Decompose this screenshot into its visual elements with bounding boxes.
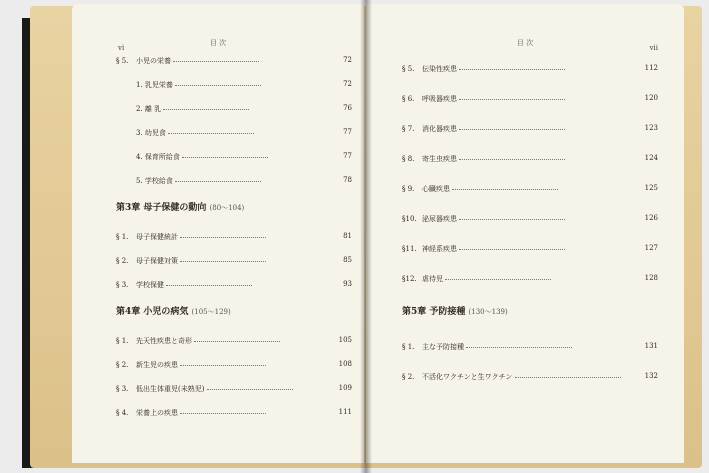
toc-entry bbox=[402, 372, 658, 382]
section-title: 先天性疾患と奇形 bbox=[136, 337, 192, 345]
section-title: 母子保健対策 bbox=[136, 257, 178, 265]
section-title: 小児の栄養 bbox=[136, 57, 171, 65]
leader-dots bbox=[459, 219, 565, 220]
leader-dots bbox=[194, 341, 280, 342]
chapter-title: 第5章 予防接種 bbox=[402, 307, 466, 317]
leader-dots bbox=[180, 237, 266, 238]
toc-entry bbox=[402, 244, 658, 254]
page-number: 120 bbox=[644, 94, 658, 102]
page-number: 123 bbox=[644, 124, 658, 132]
toc-entry bbox=[402, 214, 658, 224]
section-title: 学校保健 bbox=[136, 281, 164, 289]
section-title: 3. 幼児食 bbox=[136, 129, 166, 137]
toc-entry bbox=[116, 256, 352, 266]
toc-entry bbox=[116, 104, 352, 114]
section-title: 低出生体重児(未熟児) bbox=[136, 385, 205, 393]
leader-dots bbox=[459, 69, 565, 70]
toc-entry bbox=[116, 176, 352, 186]
toc-entry bbox=[402, 64, 658, 74]
leader-dots bbox=[466, 347, 572, 348]
left-page bbox=[72, 4, 364, 463]
toc-entry bbox=[116, 280, 352, 290]
section-number: § 9. bbox=[402, 185, 415, 193]
toc-entry bbox=[116, 384, 352, 394]
section-number: § 5. bbox=[116, 57, 129, 65]
toc-entry bbox=[116, 152, 352, 162]
leader-dots bbox=[182, 157, 268, 158]
section-title: 1. 乳児栄養 bbox=[136, 81, 173, 89]
chapter-page-range: (130〜139) bbox=[468, 308, 508, 316]
section-number: § 5. bbox=[402, 65, 415, 73]
leader-dots bbox=[515, 377, 621, 378]
page-number: 93 bbox=[343, 280, 352, 288]
toc-entry bbox=[402, 94, 658, 104]
section-number: § 2. bbox=[402, 373, 415, 381]
section-title: 母子保健統計 bbox=[136, 233, 178, 241]
section-title: 主な予防接種 bbox=[422, 343, 464, 351]
page-number: 124 bbox=[644, 154, 658, 162]
leader-dots bbox=[459, 99, 565, 100]
section-title: 栄養上の疾患 bbox=[136, 409, 178, 417]
leader-dots bbox=[180, 413, 266, 414]
page-number: 72 bbox=[343, 56, 352, 64]
section-number: §11. bbox=[402, 245, 417, 253]
page-number: 131 bbox=[644, 342, 658, 350]
page-number: 127 bbox=[644, 244, 658, 252]
section-title: 神経系疾患 bbox=[422, 245, 457, 253]
right-page bbox=[366, 4, 684, 463]
page-number: 77 bbox=[343, 128, 352, 136]
page-number: 125 bbox=[644, 184, 658, 192]
section-number: § 1. bbox=[402, 343, 415, 351]
page-number: 108 bbox=[338, 360, 352, 368]
page-number: 76 bbox=[343, 104, 352, 112]
chapter-heading bbox=[402, 304, 658, 316]
section-number: § 8. bbox=[402, 155, 415, 163]
toc-entry bbox=[116, 232, 352, 242]
section-title: 新生児の疾患 bbox=[136, 361, 178, 369]
section-title: 虐待児 bbox=[422, 275, 443, 283]
leader-dots bbox=[207, 389, 293, 390]
section-number: § 3. bbox=[116, 281, 129, 289]
page-number: 77 bbox=[343, 152, 352, 160]
leader-dots bbox=[163, 109, 249, 110]
leader-dots bbox=[175, 85, 261, 86]
page-number: 112 bbox=[644, 64, 658, 72]
leader-dots bbox=[445, 279, 551, 280]
leader-dots bbox=[180, 261, 266, 262]
section-number: §10. bbox=[402, 215, 417, 223]
left-page-number: vi bbox=[118, 44, 125, 52]
leader-dots bbox=[459, 159, 565, 160]
toc-entry bbox=[116, 408, 352, 418]
toc-entry bbox=[402, 342, 658, 352]
chapter-heading bbox=[116, 200, 352, 212]
section-number: § 2. bbox=[116, 361, 129, 369]
section-number: § 4. bbox=[116, 409, 129, 417]
section-title: 4. 保育所給食 bbox=[136, 153, 180, 161]
chapter-page-range: (105〜129) bbox=[191, 308, 231, 316]
chapter-title: 第4章 小児の病気 bbox=[116, 307, 189, 317]
leader-dots bbox=[173, 61, 259, 62]
section-number: §12. bbox=[402, 275, 417, 283]
section-number: § 6. bbox=[402, 95, 415, 103]
section-title: 2. 離 乳 bbox=[136, 105, 162, 113]
chapter-heading bbox=[116, 304, 352, 316]
leader-dots bbox=[452, 189, 558, 190]
left-page-header: 目 次 bbox=[209, 39, 227, 47]
page-number: 132 bbox=[644, 372, 658, 380]
section-title: 伝染性疾患 bbox=[422, 65, 457, 73]
leader-dots bbox=[166, 285, 252, 286]
toc-entry bbox=[116, 128, 352, 138]
section-title: 心臓疾患 bbox=[422, 185, 450, 193]
page-number: 72 bbox=[343, 80, 352, 88]
toc-entry bbox=[402, 274, 658, 284]
page-number: 126 bbox=[644, 214, 658, 222]
page-number: 78 bbox=[343, 176, 352, 184]
leader-dots bbox=[459, 249, 565, 250]
section-title: 寄生虫疾患 bbox=[422, 155, 457, 163]
toc-entry bbox=[116, 56, 352, 66]
section-title: 泌尿器疾患 bbox=[422, 215, 457, 223]
section-title: 5. 学校給食 bbox=[136, 177, 173, 185]
page-number: 105 bbox=[338, 336, 352, 344]
leader-dots bbox=[175, 181, 261, 182]
leader-dots bbox=[459, 129, 565, 130]
section-number: § 1. bbox=[116, 337, 129, 345]
chapter-title: 第3章 母子保健の動向 bbox=[116, 203, 207, 213]
toc-entry bbox=[402, 124, 658, 134]
book-gutter bbox=[360, 0, 372, 473]
leader-dots bbox=[168, 133, 254, 134]
section-number: § 1. bbox=[116, 233, 129, 241]
toc-entry bbox=[116, 80, 352, 90]
page-number: 128 bbox=[644, 274, 658, 282]
page-number: 111 bbox=[338, 408, 352, 416]
section-title: 消化器疾患 bbox=[422, 125, 457, 133]
right-page-header: 目 次 bbox=[516, 39, 534, 47]
page-number: 81 bbox=[343, 232, 352, 240]
page-number: 85 bbox=[343, 256, 352, 264]
toc-entry bbox=[402, 184, 658, 194]
toc-entry bbox=[116, 360, 352, 370]
section-title: 呼吸器疾患 bbox=[422, 95, 457, 103]
leader-dots bbox=[180, 365, 266, 366]
chapter-page-range: (80〜104) bbox=[209, 204, 245, 212]
right-page-number: vii bbox=[649, 44, 658, 52]
section-number: § 7. bbox=[402, 125, 415, 133]
section-number: § 3. bbox=[116, 385, 129, 393]
toc-entry bbox=[116, 336, 352, 346]
section-number: § 2. bbox=[116, 257, 129, 265]
page-number: 109 bbox=[338, 384, 352, 392]
toc-entry bbox=[402, 154, 658, 164]
section-title: 不活化ワクチンと生ワクチン bbox=[422, 373, 513, 381]
